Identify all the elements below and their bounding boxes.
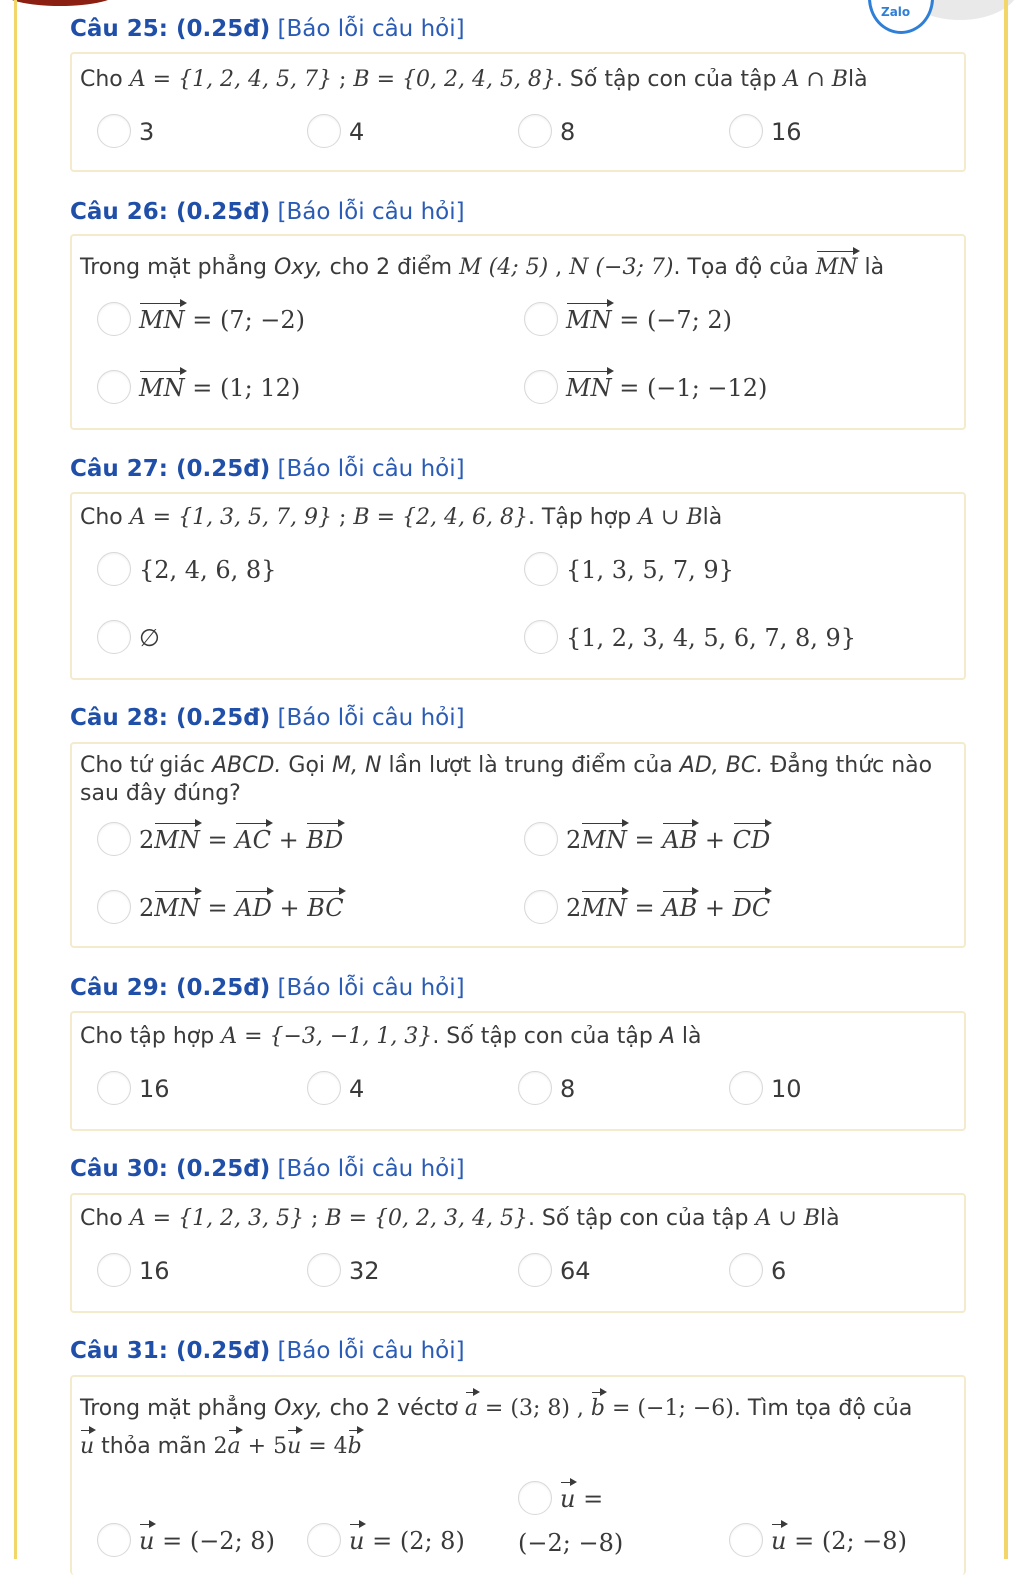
radio-button[interactable] [524,552,558,586]
radio-button[interactable] [307,1253,341,1287]
report-question-link[interactable]: [Báo lỗi câu hỏi] [277,1156,465,1182]
radio-button[interactable] [97,620,131,654]
question-header-29 [70,975,465,1001]
question-text-line2: sau đây đúng? [80,781,241,806]
question-number: Câu 29: (0.25đ) [70,975,271,1001]
option-label: MN = (−7; 2) [566,306,733,334]
question-number: Câu 25: (0.25đ) [70,16,271,42]
radio-button[interactable] [97,1523,131,1557]
radio-button[interactable] [518,1481,552,1515]
question-header-27 [70,456,465,482]
radio-button[interactable] [518,1071,552,1105]
question-card-28 [70,742,966,948]
radio-button[interactable] [524,620,558,654]
radio-button[interactable] [518,114,552,148]
option-label: 4 [349,1075,365,1103]
radio-button[interactable] [97,1253,131,1287]
option-label: 2MN = AD + BC [139,894,344,922]
question-header-26 [70,199,465,225]
option-label-continued: (−2; −8) [518,1529,624,1557]
question-text: Cho A = {1, 2, 4, 5, 7} ; B = {0, 2, 4, 5, 8}. Số tập con của tập A ∩ Blà [80,67,868,92]
question-card-31 [70,1375,966,1575]
radio-button[interactable] [307,114,341,148]
radio-button[interactable] [97,822,131,856]
option-label: {2, 4, 6, 8} [139,556,277,584]
option-label: 2MN = AB + DC [566,894,771,922]
option-label: 6 [771,1257,787,1285]
question-text: Cho tập hợp A = {−3, −1, 1, 3}. Số tập con của tập A là [80,1024,702,1049]
option-label: 3 [139,118,155,146]
top-left-decoration [0,0,120,6]
radio-button[interactable] [307,1071,341,1105]
radio-button[interactable] [307,1523,341,1557]
report-question-link[interactable]: [Báo lỗi câu hỏi] [277,975,465,1001]
question-card-29 [70,1011,966,1131]
question-header-25 [70,16,465,42]
question-card-27 [70,492,966,680]
question-number: Câu 26: (0.25đ) [70,199,271,225]
option-label: 2MN = AC + BD [139,826,344,854]
question-text-line2: u thỏa mãn 2a + 5u = 4b [80,1434,362,1459]
question-number: Câu 31: (0.25đ) [70,1338,271,1364]
question-card-25 [70,52,966,172]
option-label: MN = (1; 12) [139,374,301,402]
option-label: 4 [349,118,365,146]
radio-button[interactable] [97,370,131,404]
radio-button[interactable] [729,114,763,148]
right-frame-border [1004,0,1008,1559]
left-frame-border [14,0,17,1559]
option-label: u = (2; 8) [349,1527,465,1555]
question-header-31 [70,1338,465,1364]
zalo-badge[interactable] [868,0,934,34]
report-question-link[interactable]: [Báo lỗi câu hỏi] [277,16,465,42]
option-label: u = (2; −8) [771,1527,907,1555]
question-number: Câu 27: (0.25đ) [70,456,271,482]
option-label: u = [560,1485,604,1513]
radio-button[interactable] [524,302,558,336]
radio-button[interactable] [524,890,558,924]
radio-button[interactable] [97,1071,131,1105]
option-label: ∅ [139,624,160,652]
question-header-28 [70,705,465,731]
option-label: 8 [560,1075,576,1103]
question-text: Cho tứ giác ABCD. Gọi M, N lần lượt là trung điểm của AD, BC. Đẳng thức nào [80,753,933,778]
option-label: {1, 2, 3, 4, 5, 6, 7, 8, 9} [566,624,857,652]
question-number: Câu 28: (0.25đ) [70,705,271,731]
radio-button[interactable] [729,1523,763,1557]
radio-button[interactable] [97,552,131,586]
question-text: Cho A = {1, 3, 5, 7, 9} ; B = {2, 4, 6, 8}. Tập hợp A ∪ Blà [80,505,723,530]
option-label: 8 [560,118,576,146]
option-label: MN = (−1; −12) [566,374,768,402]
option-label: 10 [771,1075,802,1103]
report-question-link[interactable]: [Báo lỗi câu hỏi] [277,456,465,482]
option-label: 32 [349,1257,380,1285]
question-text: Trong mặt phẳng Oxy, cho 2 véctơ a = (3; 8) , b = (−1; −6). Tìm tọa độ của [80,1396,913,1421]
report-question-link[interactable]: [Báo lỗi câu hỏi] [277,199,465,225]
option-label: 16 [139,1257,170,1285]
radio-button[interactable] [524,370,558,404]
question-card-30 [70,1193,966,1313]
radio-button[interactable] [524,822,558,856]
option-label: {1, 3, 5, 7, 9} [566,556,734,584]
question-text: Cho A = {1, 2, 3, 5} ; B = {0, 2, 3, 4, 5}. Số tập con của tập A ∪ Blà [80,1206,840,1231]
radio-button[interactable] [97,302,131,336]
radio-button[interactable] [97,890,131,924]
question-text: Trong mặt phẳng Oxy, cho 2 điểm M (4; 5) , N (−3; 7). Tọa độ của MN là [80,255,885,280]
option-label: 16 [139,1075,170,1103]
question-card-26 [70,234,966,430]
question-number: Câu 30: (0.25đ) [70,1156,271,1182]
radio-button[interactable] [729,1253,763,1287]
zalo-badge-label: Zalo [881,5,911,19]
option-label: 16 [771,118,802,146]
radio-button[interactable] [518,1253,552,1287]
report-question-link[interactable]: [Báo lỗi câu hỏi] [277,705,465,731]
radio-button[interactable] [729,1071,763,1105]
question-header-30 [70,1156,465,1182]
report-question-link[interactable]: [Báo lỗi câu hỏi] [277,1338,465,1364]
option-label: MN = (7; −2) [139,306,306,334]
option-label: 64 [560,1257,591,1285]
radio-button[interactable] [97,114,131,148]
option-label: 2MN = AB + CD [566,826,771,854]
option-label: u = (−2; 8) [139,1527,275,1555]
